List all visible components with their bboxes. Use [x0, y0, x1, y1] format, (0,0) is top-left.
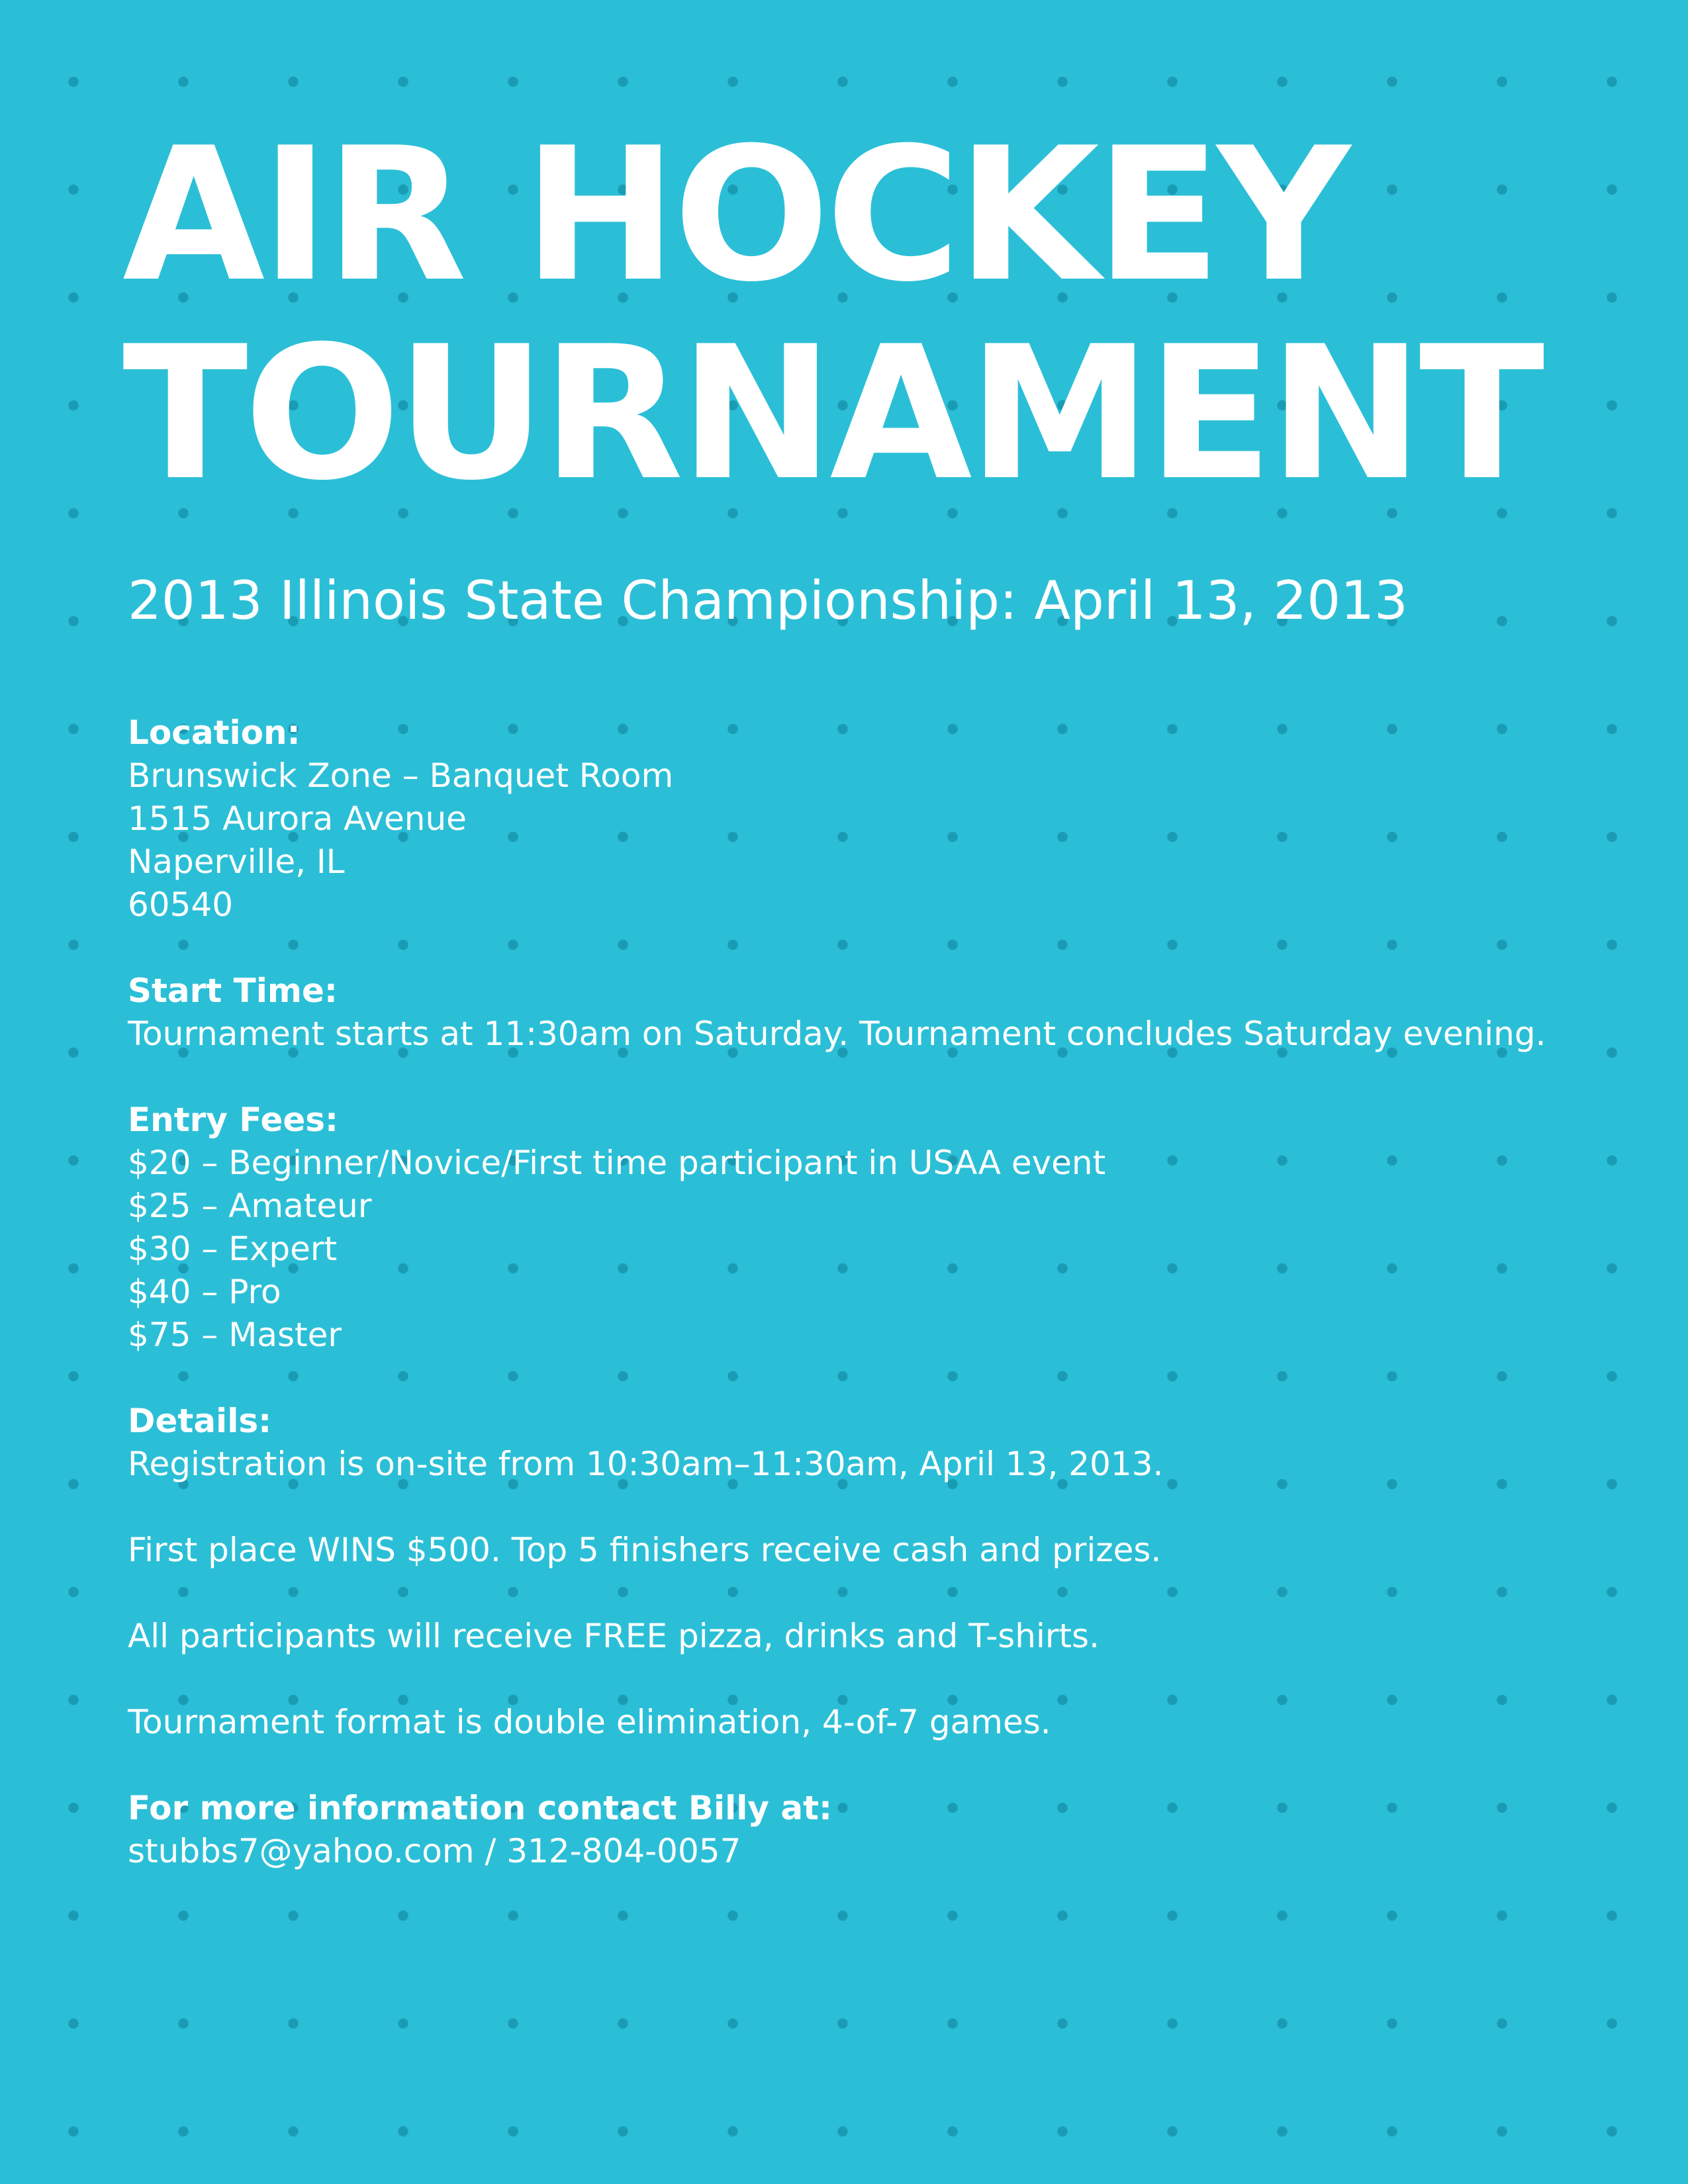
location-section: [128, 711, 1617, 927]
details-paragraph: Tournament format is double elimination, 4-of-7 games.: [128, 1703, 1051, 1741]
start-time-heading: Start Time:: [128, 972, 338, 1010]
fee-item: $25 – Amateur: [128, 1187, 372, 1225]
title-line-2: TOURNAMENT: [122, 306, 1541, 521]
contact-heading: For more information contact Billy at:: [128, 1789, 833, 1827]
fee-item: $20 – Beginner/Novice/First time participant in USAA event: [128, 1144, 1106, 1182]
fee-item: $75 – Master: [128, 1316, 342, 1354]
start-time-section: [128, 970, 1617, 1056]
start-time-text: Tournament starts at 11:30am on Saturday. Tournament concludes Saturday evening.: [128, 1015, 1546, 1053]
title-line-1: AIR HOCKEY: [122, 108, 1347, 322]
entry-fees-section: [128, 1099, 1617, 1357]
event-details: [128, 711, 1617, 1916]
contact-info: stubbs7@yahoo.com / 312-804-0057: [128, 1832, 741, 1870]
location-line: Naperville, IL: [128, 842, 345, 881]
details-section: [128, 1400, 1617, 1744]
details-paragraph: All participants will receive FREE pizza, drinks and T-shirts.: [128, 1617, 1100, 1655]
contact-section: [128, 1787, 1617, 1873]
event-subtitle: 2013 Illinois State Championship: April 13, 2013: [128, 570, 1408, 631]
event-title: [122, 108, 1605, 521]
fee-item: $30 – Expert: [128, 1230, 338, 1268]
location-line: Brunswick Zone – Banquet Room: [128, 756, 674, 795]
details-paragraph: First place WINS $500. Top 5 finishers receive cash and prizes.: [128, 1531, 1162, 1569]
location-line: 1515 Aurora Avenue: [128, 799, 467, 838]
fee-item: $40 – Pro: [128, 1273, 281, 1311]
details-heading: Details:: [128, 1402, 272, 1440]
location-line: 60540: [128, 886, 234, 924]
location-heading: Location:: [128, 713, 301, 752]
details-paragraph: Registration is on-site from 10:30am–11:30am, April 13, 2013.: [128, 1445, 1164, 1483]
entry-fees-heading: Entry Fees:: [128, 1101, 339, 1139]
